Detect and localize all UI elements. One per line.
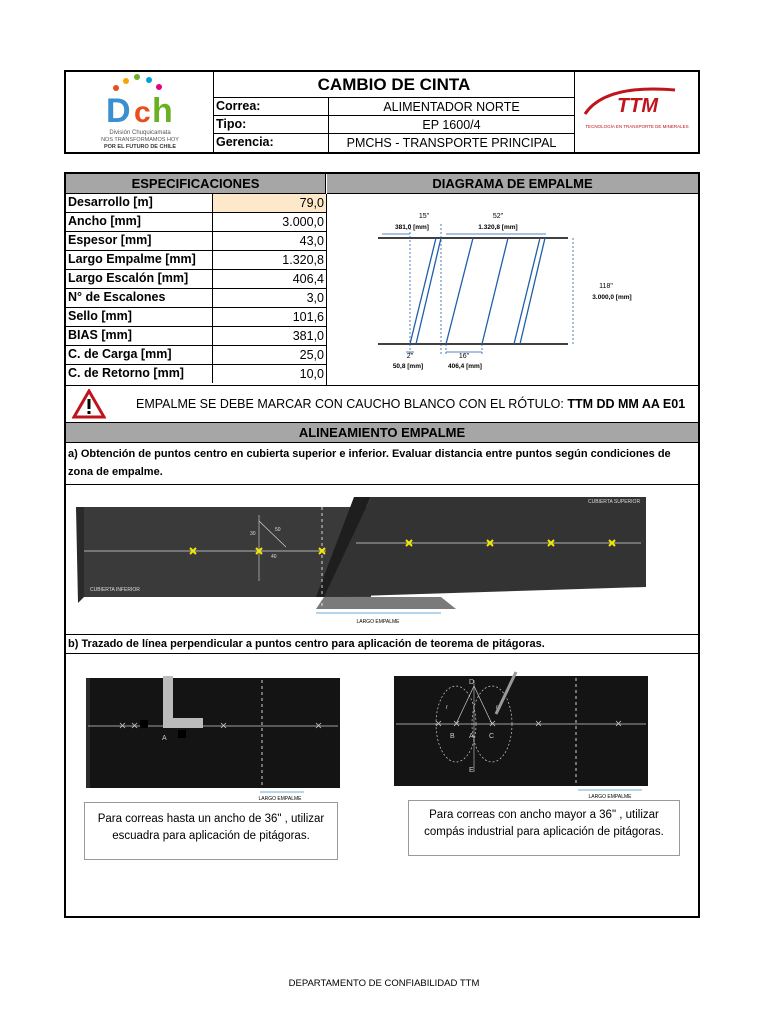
step-a-text: a) Obtención de puntos centro en cubierta superior e inferior. Evaluar distancia entre puntos según condiciones de zona de empalme. (68, 448, 671, 478)
spec-value: 3,0 (212, 289, 326, 307)
header-label: Gerencia: (216, 135, 274, 149)
spec-row (66, 365, 326, 384)
footer-text: DEPARTAMENTO DE CONFIABILIDAD TTM (288, 978, 480, 989)
img-b-right-r2: r (496, 705, 498, 711)
main-sheet (64, 172, 700, 918)
note-left: Para correas hasta un ancho de 36" , utilizar escuadra para aplicación de pitágoras. (84, 802, 338, 860)
header-value: ALIMENTADOR NORTE (328, 98, 574, 116)
img-b-right-e: E (469, 767, 474, 774)
alignment-heading: ALINEAMIENTO EMPALME (66, 423, 698, 443)
specs-table (66, 194, 327, 385)
warning-code: TTM DD MM AA E01 (567, 397, 686, 411)
splice-mm: 1.320,8 [mm] (478, 224, 518, 231)
header-label: Correa: (216, 99, 261, 113)
step-b-figure (66, 654, 698, 918)
step-mm: 406,4 [mm] (448, 363, 482, 370)
ttm-subtitle: TECNOLOGÍA EN TRANSPORTE DE MINERALES (585, 124, 689, 129)
svg-text:h: h (152, 92, 173, 130)
spec-label: Desarrollo [m] (68, 195, 153, 209)
bias-inches: 15" (418, 213, 430, 220)
spec-label: Ancho [mm] (68, 214, 141, 228)
bias-mm: 381,0 [mm] (395, 224, 429, 231)
logo-tagline-2: NOS TRANSFORMAMOS HOY (101, 137, 179, 143)
spec-value: 1.320,8 (212, 251, 326, 269)
warning-icon (72, 389, 106, 419)
img-a-label-40: 40 (271, 554, 277, 560)
note-right: Para correas con ancho mayor a 36" , utilizar compás industrial para aplicación de pitágoras. (408, 800, 680, 856)
spec-value: 10,0 (212, 365, 326, 383)
seal-inches: 2" (406, 353, 414, 360)
spec-value: 25,0 (212, 346, 326, 364)
spec-row (66, 194, 326, 213)
img-b-right-splice: LARGO EMPALME (588, 794, 632, 800)
spec-label: C. de Carga [mm] (68, 347, 172, 361)
header-label: Tipo: (216, 117, 247, 131)
spec-row (66, 213, 326, 232)
logo-tagline-1: División Chuquicamata (109, 130, 171, 136)
header-row-tipo (214, 116, 574, 134)
spec-value: 381,0 (212, 327, 326, 345)
spec-row (66, 346, 326, 365)
spec-value: 406,4 (212, 270, 326, 288)
spec-label: Largo Empalme [mm] (68, 252, 196, 266)
document-header (64, 70, 700, 154)
img-b-right-d: D (469, 679, 475, 686)
warning-row (66, 385, 698, 423)
spec-value: 79,0 (212, 194, 326, 212)
img-b-left-splice: LARGO EMPALME (258, 796, 302, 802)
spec-row (66, 308, 326, 327)
ttm-logo-text: TTM (617, 95, 659, 117)
img-b-right-a: A (469, 733, 474, 740)
img-a-label-50: 50 (275, 527, 281, 533)
diagram-heading: DIAGRAMA DE EMPALME (327, 174, 698, 194)
seal-mm: 50,8 [mm] (392, 363, 424, 370)
spec-row (66, 327, 326, 346)
img-b-right-b: B (450, 733, 455, 740)
header-row-correa (214, 98, 574, 116)
spec-label: Largo Escalón [mm] (68, 271, 189, 285)
spec-row (66, 251, 326, 270)
spec-value: 3.000,0 (212, 213, 326, 231)
spec-label: Espesor [mm] (68, 233, 152, 247)
img-a-lower-label: CUBIERTA INFERIOR (90, 587, 140, 593)
img-b-right-r1: r (446, 705, 448, 711)
width-mm: 3.000,0 [mm] (592, 294, 632, 301)
specs-heading: ESPECIFICACIONES (66, 174, 326, 194)
logo-tagline-3: POR EL FUTURO DE CHILE (103, 144, 177, 150)
page-title: CAMBIO DE CINTA (214, 72, 574, 98)
ttm-logo (574, 72, 698, 152)
img-b-right-c: C (489, 733, 495, 740)
spec-label: BIAS [mm] (68, 328, 132, 342)
spec-label: C. de Retorno [mm] (68, 366, 184, 380)
img-a-label-30: 30 (250, 531, 256, 537)
step-a-figure (66, 484, 698, 634)
svg-text:c: c (134, 96, 151, 129)
img-b-left-a: A (162, 735, 167, 742)
svg-text:D: D (106, 92, 131, 130)
spec-row (66, 232, 326, 251)
width-inches: 118" (599, 283, 613, 290)
spec-row (66, 289, 326, 308)
header-value: PMCHS - TRANSPORTE PRINCIPAL (328, 134, 574, 152)
step-b-text: b) Trazado de línea perpendicular a puntos centro para aplicación de teorema de pitágoras. (66, 634, 698, 654)
header-value: EP 1600/4 (328, 116, 574, 134)
warning-text: EMPALME SE DEBE MARCAR CON CAUCHO BLANCO CON EL RÓTULO: (136, 397, 568, 411)
spec-row (66, 270, 326, 289)
splice-inches: 52" (492, 213, 504, 220)
img-a-splice-label: LARGO EMPALME (356, 619, 400, 625)
spec-label: N° de Escalones (68, 290, 166, 304)
spec-label: Sello [mm] (68, 309, 132, 323)
img-a-upper-label: CUBIERTA SUPERIOR (588, 499, 641, 505)
spec-value: 43,0 (212, 232, 326, 250)
codelco-logo (66, 72, 214, 152)
header-row-gerencia (214, 134, 574, 152)
spec-value: 101,6 (212, 308, 326, 326)
step-inches: 16" (458, 353, 470, 360)
splice-diagram (328, 194, 698, 385)
